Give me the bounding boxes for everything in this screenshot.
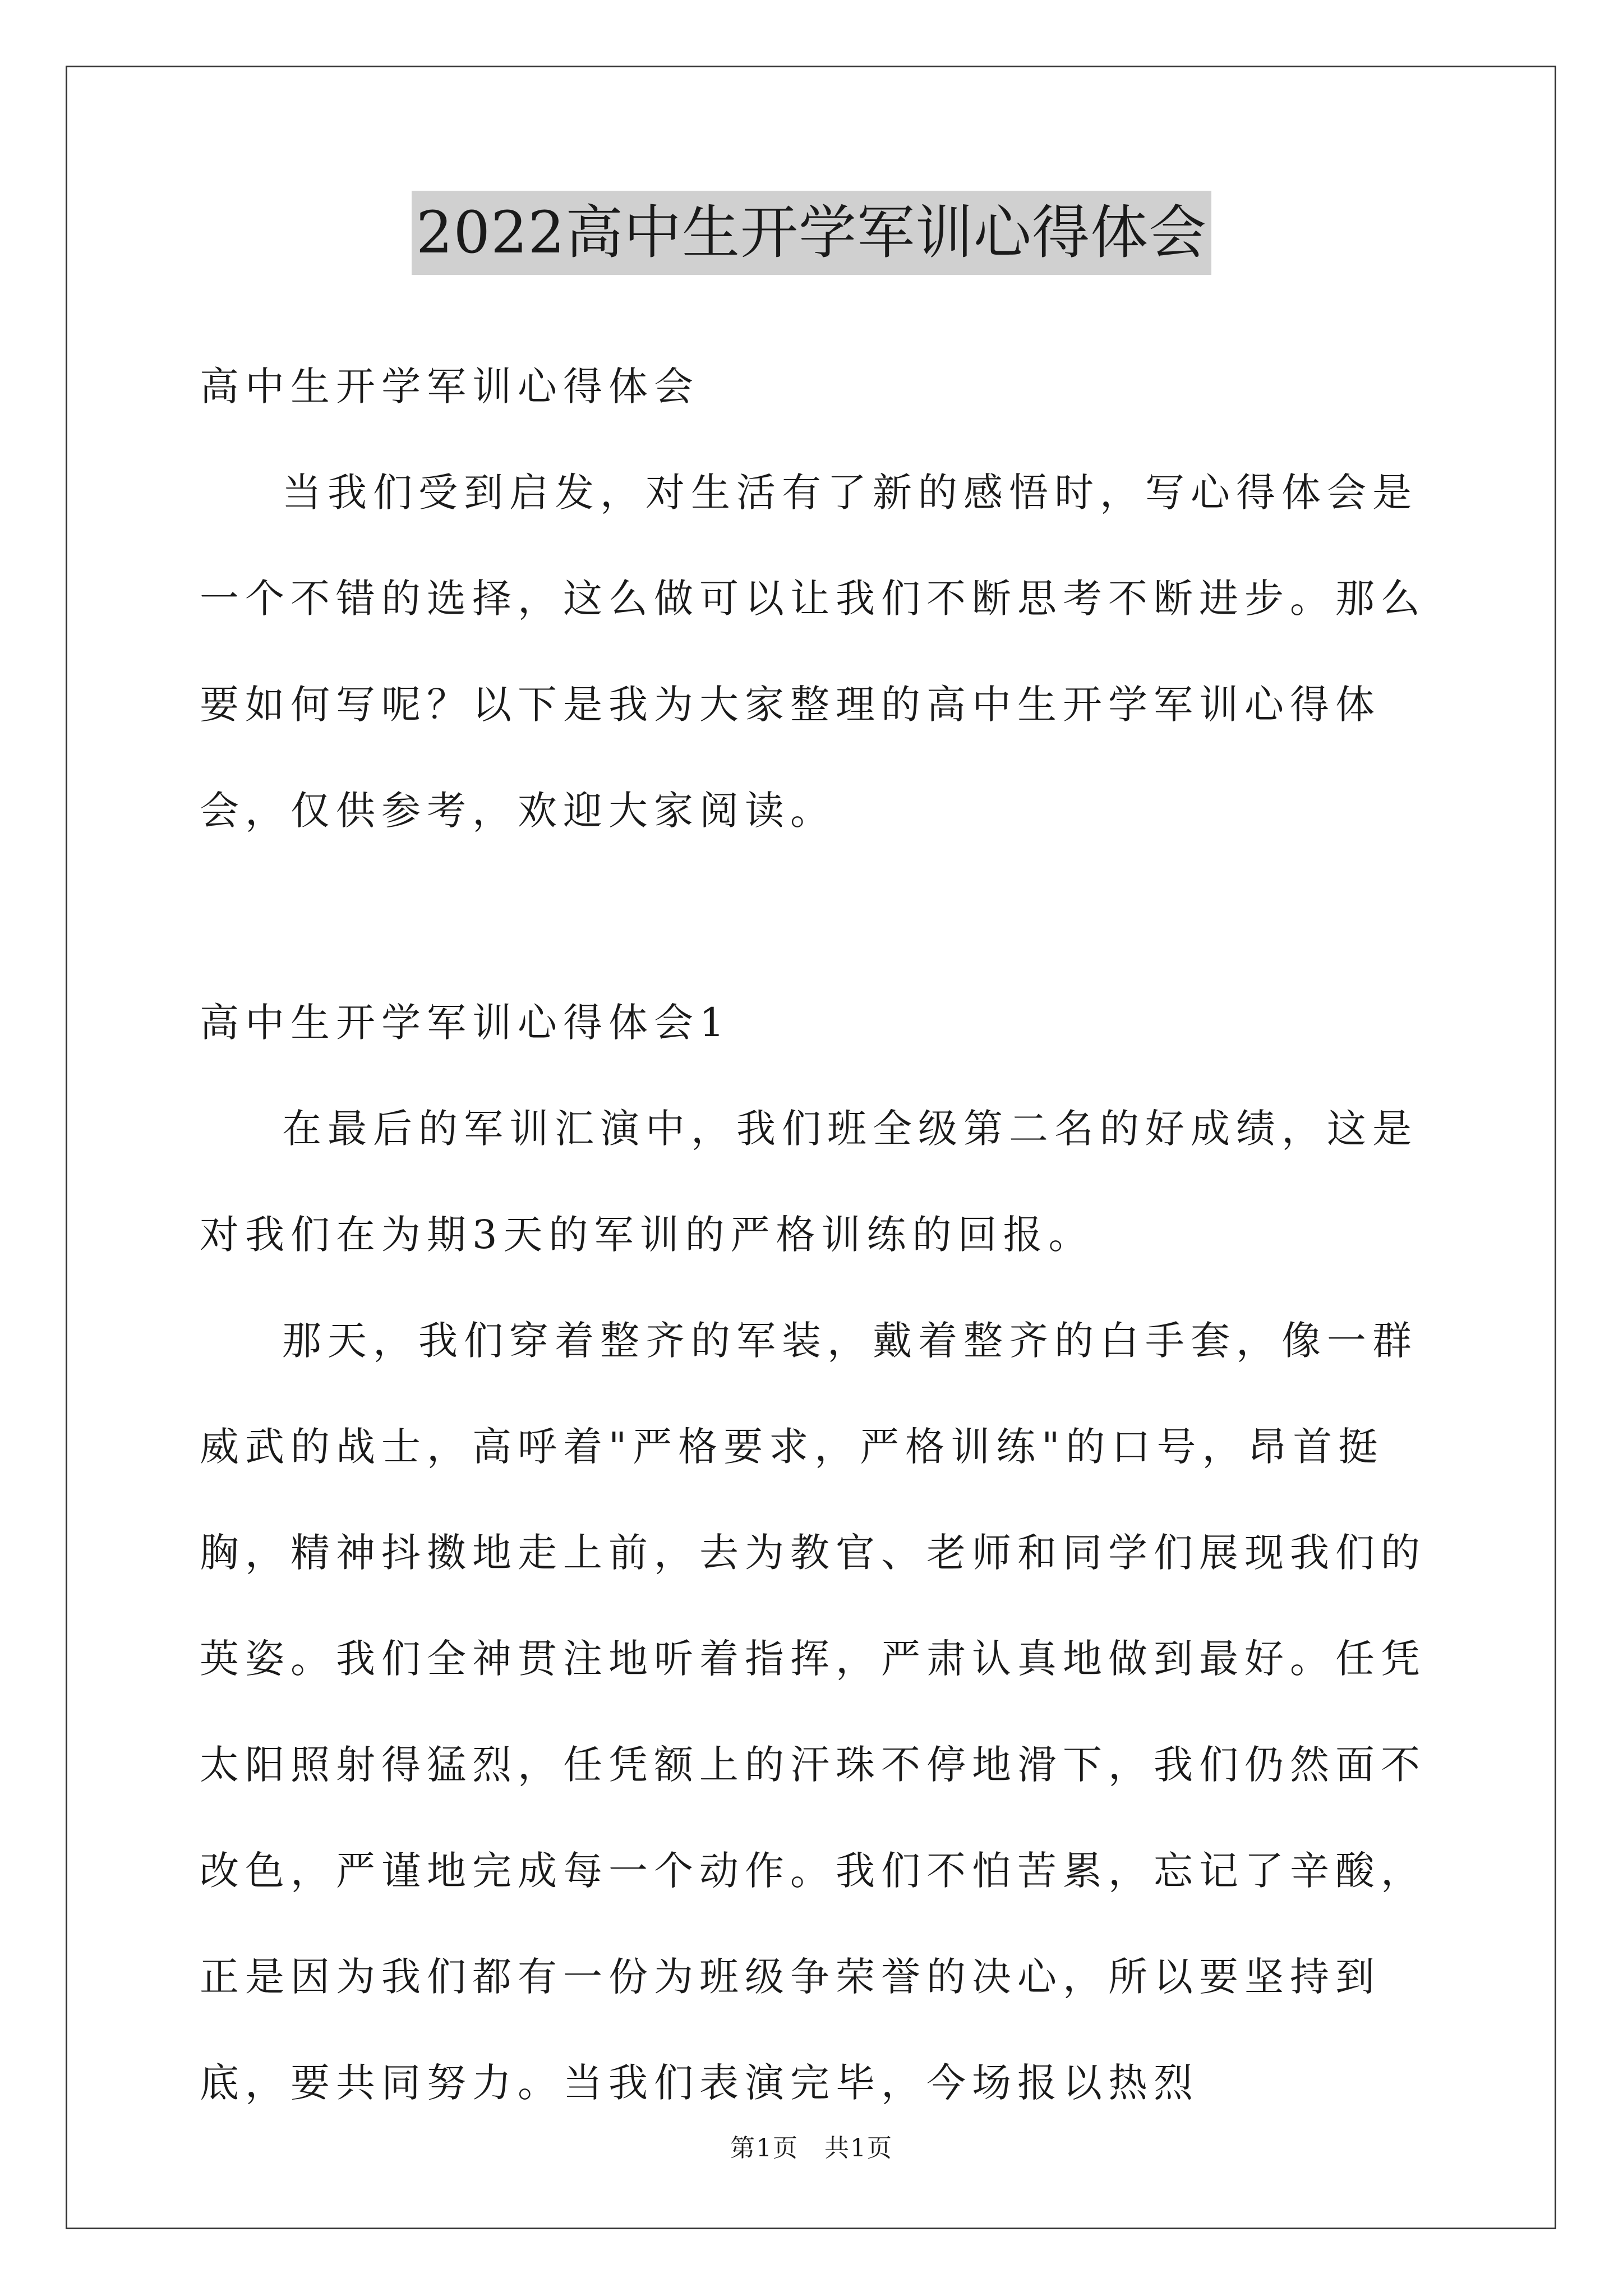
body-paragraph-1: 在最后的军训汇演中，我们班全级第二名的好成绩，这是对我们在为期3天的军训的严格训练的回报。 xyxy=(200,1106,1418,1258)
document-body xyxy=(200,334,1428,2136)
section-heading: 高中生开学军训心得体会1 xyxy=(200,1000,731,1046)
intro-paragraph: 当我们受到启发，对生活有了新的感悟时，写心得体会是一个不错的选择，这么做可以让我们不断思考不断进步。那么要如何写呢？以下是我为大家整理的高中生开学军训心得体会，仅供参考，欢迎大家阅读。 xyxy=(200,470,1426,834)
title-container xyxy=(0,191,1623,275)
section-spacer xyxy=(200,864,1428,970)
body-paragraph-2: 那天，我们穿着整齐的军装，戴着整齐的白手套，像一群威武的战士，高呼着"严格要求，严格训练"的口号，昂首挺胸，精神抖擞地走上前，去为教官、老师和同学们展现我们的英姿。我们全神贯注地听着指挥，严肃认真地做到最好。任凭太阳照射得猛烈，任凭额上的汗珠不停地滑下，我们仍然面不改色，严谨地完成每一个动作。我们不怕苦累，忘记了辛酸，正是因为我们都有一份为班级争荣誉的决心，所以要坚持到底，要共同努力。当我们表演完毕，今场报以热烈 xyxy=(200,1318,1426,2106)
subtitle: 高中生开学军训心得体会 xyxy=(200,364,699,409)
document-title: 2022高中生开学军训心得体会 xyxy=(412,191,1211,275)
page-footer: 第1页 共1页 xyxy=(730,2134,893,2162)
